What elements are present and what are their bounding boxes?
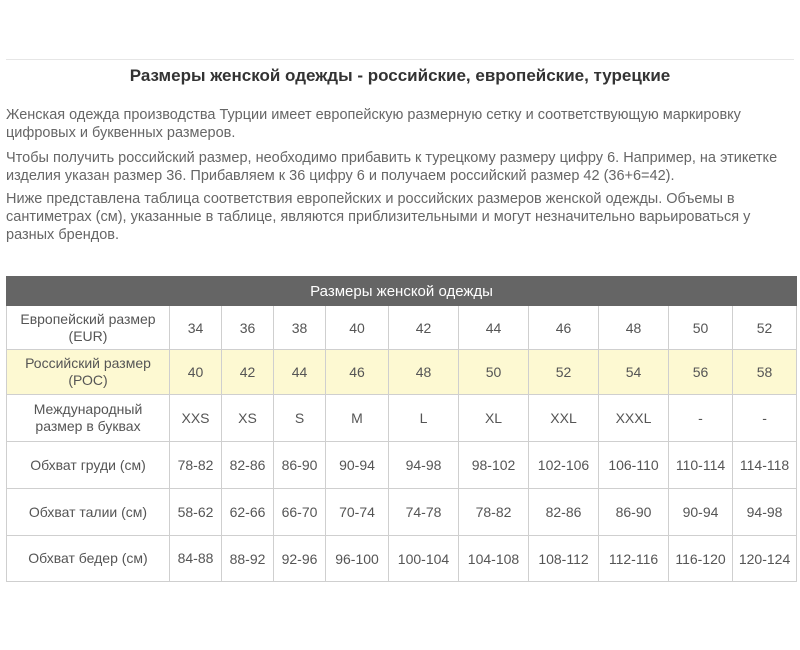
table-cell: XL — [459, 395, 529, 442]
table-cell: - — [669, 395, 733, 442]
table-cell: 34 — [170, 306, 222, 350]
intro-paragraph: Женская одежда производства Турции имеет европейскую размерную сетку и соответствующую маркировку цифровых и буквенных размеров. — [6, 107, 741, 141]
table-cell: 110-114 — [669, 442, 733, 489]
table-cell: 74-78 — [389, 489, 459, 536]
table-cell: 36 — [222, 306, 274, 350]
table-cell: 92-96 — [274, 536, 326, 582]
table-cell: S — [274, 395, 326, 442]
row-label: Европейский размер (EUR) — [7, 306, 170, 350]
row-label: Российский размер (РОС) — [7, 350, 170, 395]
table-row-chest — [7, 442, 797, 489]
conversion-paragraph: Чтобы получить российский размер, необходимо прибавить к турецкому размеру цифру 6. Например, на этикетке изделия указан размер 36. Прибавляем к 36 цифру 6 и получаем российский размер 42 (36+6=42). — [6, 150, 778, 184]
table-note-paragraph: Ниже представлена таблица соответствия европейских и российских размеров женской одежды. Объемы в сантиметрах (см), указанные в таблице, являются приблизительными и могут незначительно варьироваться у разных брендов. — [6, 191, 751, 243]
table-cell: XXS — [170, 395, 222, 442]
table-cell: 82-86 — [529, 489, 599, 536]
table-header: Размеры женской одежды — [7, 277, 797, 306]
table-cell: 90-94 — [669, 489, 733, 536]
table-cell: 56 — [669, 350, 733, 395]
table-cell: 86-90 — [599, 489, 669, 536]
table-cell: 90-94 — [326, 442, 389, 489]
table-cell: XXL — [529, 395, 599, 442]
table-cell: 114-118 — [733, 442, 797, 489]
table-cell: 38 — [274, 306, 326, 350]
table-cell: 46 — [326, 350, 389, 395]
table-cell: 94-98 — [733, 489, 797, 536]
table-cell: 44 — [274, 350, 326, 395]
table-cell: 102-106 — [529, 442, 599, 489]
table-cell: 78-82 — [170, 442, 222, 489]
table-cell: 100-104 — [389, 536, 459, 582]
table-row-hips — [7, 536, 797, 582]
table-cell: 116-120 — [669, 536, 733, 582]
table-cell: L — [389, 395, 459, 442]
table-row-intl — [7, 395, 797, 442]
table-cell: 106-110 — [599, 442, 669, 489]
table-cell: 42 — [389, 306, 459, 350]
table-cell: 58-62 — [170, 489, 222, 536]
table-cell: - — [733, 395, 797, 442]
table-cell: 58 — [733, 350, 797, 395]
table-cell: 84-88 — [170, 536, 222, 582]
table-row-ru — [7, 350, 797, 395]
table-cell: 62-66 — [222, 489, 274, 536]
table-cell: 96-100 — [326, 536, 389, 582]
table-cell: 108-112 — [529, 536, 599, 582]
size-table — [6, 276, 797, 582]
table-row-eur — [7, 306, 797, 350]
table-cell: 70-74 — [326, 489, 389, 536]
table-cell: 44 — [459, 306, 529, 350]
table-row-waist — [7, 489, 797, 536]
table-cell: XXXL — [599, 395, 669, 442]
table-cell: XS — [222, 395, 274, 442]
table-cell: 120-124 — [733, 536, 797, 582]
table-cell: 48 — [599, 306, 669, 350]
table-cell: 42 — [222, 350, 274, 395]
table-cell: 50 — [459, 350, 529, 395]
table-cell: M — [326, 395, 389, 442]
row-label: Обхват груди (см) — [7, 442, 170, 489]
row-label: Обхват талии (см) — [7, 489, 170, 536]
row-label: Обхват бедер (см) — [7, 536, 170, 582]
table-cell: 94-98 — [389, 442, 459, 489]
table-cell: 88-92 — [222, 536, 274, 582]
row-label: Международный размер в буквах — [7, 395, 170, 442]
table-cell: 82-86 — [222, 442, 274, 489]
table-cell: 52 — [733, 306, 797, 350]
table-cell: 112-116 — [599, 536, 669, 582]
page-title: Размеры женской одежды - российские, европейские, турецкие — [129, 66, 671, 85]
table-cell: 54 — [599, 350, 669, 395]
table-cell: 46 — [529, 306, 599, 350]
top-divider — [6, 59, 794, 60]
table-cell: 78-82 — [459, 489, 529, 536]
table-cell: 48 — [389, 350, 459, 395]
table-cell: 40 — [326, 306, 389, 350]
table-cell: 50 — [669, 306, 733, 350]
table-cell: 86-90 — [274, 442, 326, 489]
table-cell: 52 — [529, 350, 599, 395]
table-cell: 98-102 — [459, 442, 529, 489]
table-cell: 40 — [170, 350, 222, 395]
table-cell: 104-108 — [459, 536, 529, 582]
table-cell: 66-70 — [274, 489, 326, 536]
